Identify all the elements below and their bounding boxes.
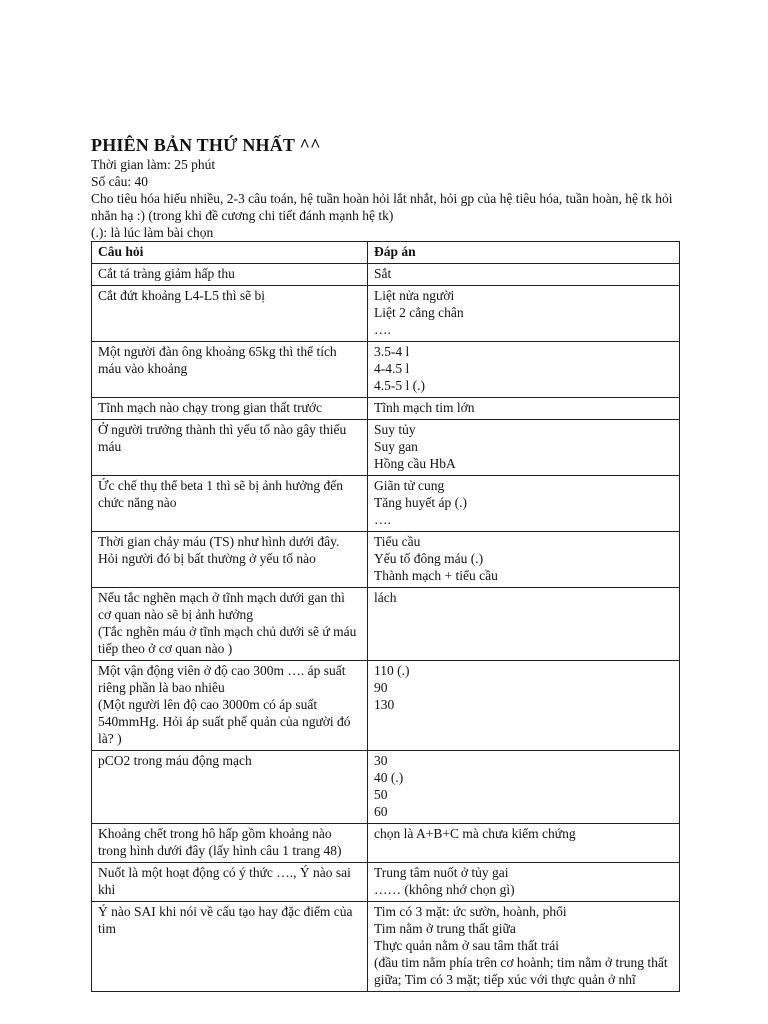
document-content (91, 134, 679, 992)
answer-option: Thành mạch + tiểu cầu (374, 568, 498, 583)
answer-cell (368, 588, 680, 661)
question-text: Cắt tá tràng giảm hấp thu (98, 266, 235, 281)
question-cell (92, 476, 368, 532)
question-text: (Tắc nghẽn máu ở tĩnh mạch chủ dưới sẽ ứ máu tiếp theo ở cơ quan nào ) (98, 624, 357, 656)
question-text: Cắt đứt khoảng L4-L5 thì sẽ bị (98, 288, 266, 303)
question-text: Ức chế thụ thể beta 1 thì sẽ bị ảnh hưởng đến chức năng nào (98, 478, 343, 510)
legend-note: (.): là lúc làm bài chọn (91, 225, 214, 240)
table-row (92, 902, 680, 992)
question-text: Thời gian chảy máu (TS) như hình dưới đây. Hỏi người đó bị bất thường ở yếu tố nào (98, 534, 340, 566)
answer-cell (368, 342, 680, 398)
question-cell (92, 398, 368, 420)
question-cell (92, 264, 368, 286)
question-cell (92, 588, 368, 661)
table-row (92, 863, 680, 902)
question-cell (92, 863, 368, 902)
question-cell (92, 661, 368, 751)
answer-option: 50 (374, 787, 388, 802)
table-header-row (92, 242, 680, 264)
answer-option: Tiểu cầu (374, 534, 421, 549)
answer-option: 30 (374, 753, 388, 768)
question-text: Tĩnh mạch nào chạy trong gian thất trước (98, 400, 323, 415)
question-text: Ở người trưởng thành thì yếu tố nào gây thiếu máu (98, 422, 347, 454)
answer-option: Tim nằm ở trung thất giữa (374, 921, 516, 936)
answer-cell (368, 661, 680, 751)
question-count: Số câu: 40 (91, 174, 148, 189)
question-text: Nếu tắc nghẽn mạch ở tĩnh mạch dưới gan thì cơ quan nào sẽ bị ảnh hưởng (98, 590, 345, 622)
question-text: (Một người lên độ cao 3000m có áp suất 540mmHg. Hỏi áp suất phế quản của người đó là? ) (98, 697, 351, 746)
question-cell (92, 824, 368, 863)
answer-option: 130 (374, 697, 395, 712)
answer-option: Tim có 3 mặt: ức sườn, hoành, phổi (374, 904, 567, 919)
answer-option: 110 (.) (374, 663, 410, 678)
question-cell (92, 751, 368, 824)
question-text: Ý nào SAI khi nói về cấu tạo hay đặc điểm của tim (98, 904, 353, 936)
question-text: Nuốt là một hoạt động có ý thức …., Ý nào sai khi (98, 865, 351, 897)
table-row (92, 824, 680, 863)
table-row (92, 398, 680, 420)
answer-option: Sắt (374, 266, 392, 281)
answer-cell (368, 398, 680, 420)
table-row (92, 532, 680, 588)
answer-cell (368, 902, 680, 992)
answer-option: lách (374, 590, 397, 605)
question-text: Khoảng chết trong hô hấp gồm khoảng nào trong hình dưới đây (lấy hình câu 1 trang 48) (98, 826, 342, 858)
qa-table (91, 241, 680, 992)
answer-column-header: Đáp án (368, 242, 680, 264)
answer-cell (368, 824, 680, 863)
table-row (92, 286, 680, 342)
answer-option: Trung tâm nuốt ở tủy gai (374, 865, 509, 880)
answer-option: Liệt nửa người (374, 288, 455, 303)
answer-cell (368, 476, 680, 532)
exam-notes: Cho tiêu hóa hiểu nhiều, 2-3 câu toán, hệ tuần hoàn hỏi lắt nhắt, hỏi gp của hệ tiêu hóa, tuần hoàn, hệ tk hỏi nhăn hạ :) (trong khi đề cương chi tiết đánh mạnh hệ tk) (91, 191, 673, 223)
table-row (92, 264, 680, 286)
table-row (92, 420, 680, 476)
answer-cell (368, 751, 680, 824)
question-cell (92, 286, 368, 342)
table-row (92, 342, 680, 398)
answer-option: Thực quản nằm ở sau tâm thất trái (374, 938, 560, 953)
table-row (92, 476, 680, 532)
answer-option: Suy tủy (374, 422, 416, 437)
question-column-header: Câu hỏi (92, 242, 368, 264)
answer-option: chọn là A+B+C mà chưa kiểm chứng (374, 826, 576, 841)
answer-option: …. (374, 512, 391, 527)
question-text: Một vận động viên ở độ cao 300m …. áp suất riêng phần là bao nhiêu (98, 663, 346, 695)
answer-option: Suy gan (374, 439, 418, 454)
answer-option: 60 (374, 804, 388, 819)
answer-option: Yếu tố đông máu (.) (374, 551, 484, 566)
answer-cell (368, 420, 680, 476)
question-text: pCO2 trong máu động mạch (98, 753, 252, 768)
answer-option: Giãn tử cung (374, 478, 445, 493)
question-cell (92, 342, 368, 398)
page-title: PHIÊN BẢN THỨ NHẤT ^^ (91, 135, 321, 155)
table-row (92, 751, 680, 824)
answer-option: 4.5-5 l (.) (374, 378, 425, 393)
answer-cell (368, 286, 680, 342)
question-text: Một người đàn ông khoảng 65kg thì thể tích máu vào khoảng (98, 344, 337, 376)
answer-option: Tăng huyết áp (.) (374, 495, 467, 510)
answer-option: Hồng cầu HbA (374, 456, 456, 471)
question-cell (92, 420, 368, 476)
answer-cell (368, 863, 680, 902)
answer-cell (368, 532, 680, 588)
exam-info (91, 156, 679, 241)
question-cell (92, 902, 368, 992)
answer-option: Tĩnh mạch tim lớn (374, 400, 475, 415)
answer-option: 90 (374, 680, 388, 695)
answer-option: 40 (.) (374, 770, 404, 785)
answer-option: …… (không nhớ chọn gì) (374, 882, 515, 897)
qa-table-body (92, 264, 680, 992)
answer-option: …. (374, 322, 391, 337)
question-cell (92, 532, 368, 588)
answer-option: 4-4.5 l (374, 361, 410, 376)
answer-option: 3.5-4 l (374, 344, 410, 359)
table-row (92, 588, 680, 661)
answer-option: (đầu tim nằm phía trên cơ hoành; tim nằm ở trung thất giữa; Tim có 3 mặt; tiếp xúc với thực quản ở nhĩ (374, 955, 668, 987)
table-row (92, 661, 680, 751)
answer-cell (368, 264, 680, 286)
exam-time: Thời gian làm: 25 phút (91, 157, 216, 172)
answer-option: Liệt 2 cẳng chân (374, 305, 464, 320)
